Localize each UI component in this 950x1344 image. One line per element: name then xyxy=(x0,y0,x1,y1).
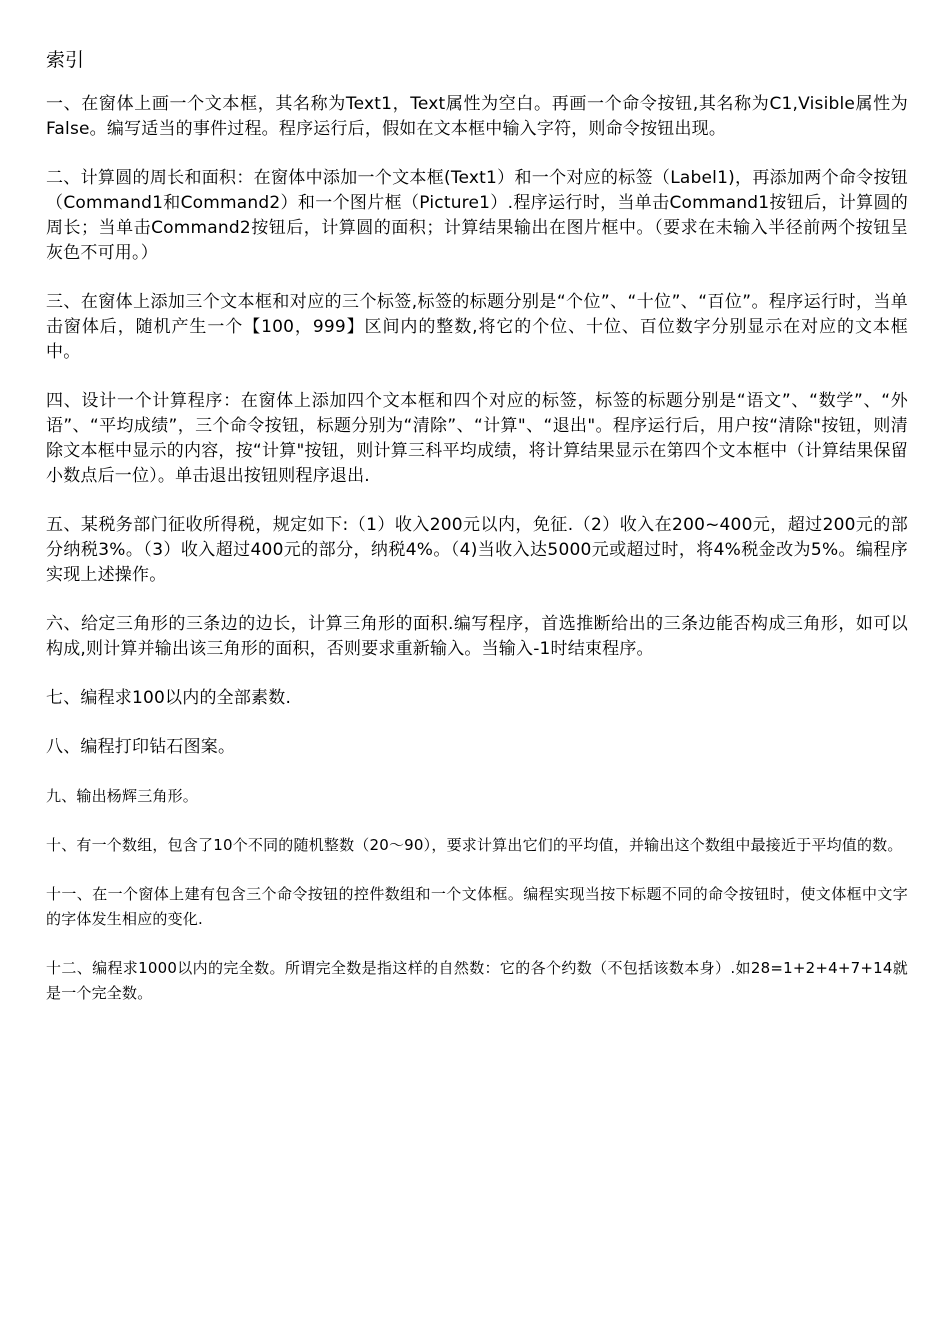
exercise-12: 十二、编程求1000以内的完全数。所谓完全数是指这样的自然数：它的各个约数（不包括该数本身）.如28=1+2+4+7+14就是一个完全数。 xyxy=(46,959,908,1002)
exercise-3: 三、在窗体上添加三个文本框和对应的三个标签,标签的标题分别是“个位”、“十位”、“百位”。程序运行时，当单击窗体后，随机产生一个【100，999】区间内的整数,将它的个位、十位、百位数字分别显示在对应的文本框中。 xyxy=(46,292,908,362)
exercise-2: 二、计算圆的周长和面积：在窗体中添加一个文本框(Text1）和一个对应的标签（Label1)，再添加两个命令按钮（Command1和Command2）和一个图片框（Picture1）.程序运行时，当单击Command1按钮后，计算圆的周长；当单击Command2按钮后，计算圆的面积；计算结果输出在图片框中。（要求在未输入半径前两个按钮呈灰色不可用。） xyxy=(46,168,908,263)
exercise-7: 七、编程求100以内的全部素数. xyxy=(46,688,292,708)
exercise-11: 十一、在一个窗体上建有包含三个命令按钮的控件数组和一个文体框。编程实现当按下标题不同的命令按钮时，使文体框中文字的字体发生相应的变化. xyxy=(46,885,908,928)
exercise-4: 四、设计一个计算程序：在窗体上添加四个文本框和四个对应的标签，标签的标题分别是“语文”、“数学”、“外语”、“平均成绩”，三个命令按钮，标题分别为“清除”、“计算"、“退出"。程序运行后，用户按“清除"按钮，则清除文本框中显示的内容，按“计算"按钮，则计算三科平均成绩，将计算结果显示在第四个文本框中（计算结果保留小数点后一位）。单击退出按钮则程序退出. xyxy=(46,391,908,486)
document-title: 索引 xyxy=(46,49,85,71)
exercise-8: 八、编程打印钻石图案。 xyxy=(46,737,236,757)
exercise-5: 五、某税务部门征收所得税，规定如下:（1）收入200元以内，免征.（2）收入在200~400元，超过200元的部分纳税3%。（3）收入超过400元的部分，纳税4%。（4)当收入达5000元或超过时，将4%税金改为5%。编程序实现上述操作。 xyxy=(46,515,908,585)
exercise-9: 九、输出杨辉三角形。 xyxy=(46,787,199,805)
exercise-6: 六、给定三角形的三条边的边长，计算三角形的面积.编写程序，首选推断给出的三条边能否构成三角形，如可以构成,则计算并输出该三角形的面积，否则要求重新输入。当输入-1时结束程序。 xyxy=(46,614,908,659)
document-page xyxy=(46,46,908,1030)
exercise-1: 一、在窗体上画一个文本框，其名称为Text1，Text属性为空白。再画一个命令按钮,其名称为C1,Visible属性为False。编写适当的事件过程。程序运行后，假如在文本框中输入字符，则命令按钮出现。 xyxy=(46,94,908,139)
exercise-10: 十、有一个数组，包含了10个不同的随机整数（20～90），要求计算出它们的平均值，并输出这个数组中最接近于平均值的数。 xyxy=(46,836,903,854)
